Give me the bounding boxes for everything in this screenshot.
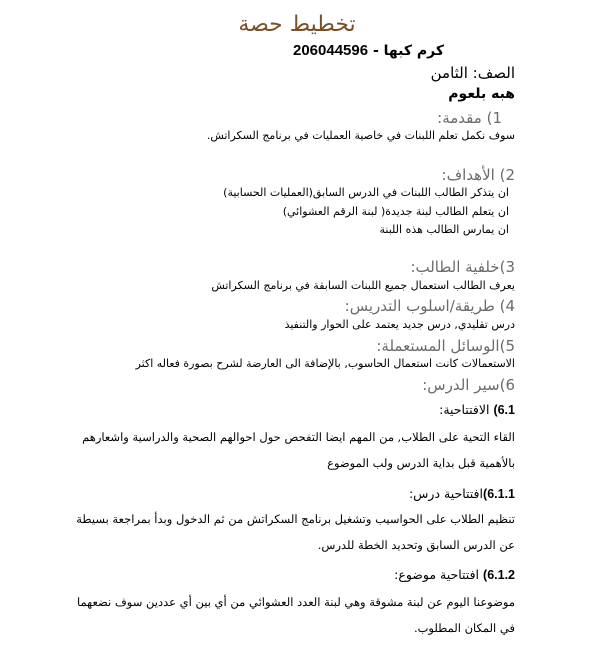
section-number: 2) <box>499 166 515 184</box>
section-method-heading <box>0 297 515 315</box>
opening-line: القاء التحية على الطلاب, من المهم ايضا التفحص حول احوالهم الصحية والدراسية واشعارهم <box>82 430 515 444</box>
subsection-number: 6.1.1) <box>483 487 515 501</box>
subsection-number: 6.1.2) <box>483 568 515 582</box>
section-goals-heading <box>0 166 515 184</box>
section-number: 1) <box>486 109 502 127</box>
page-title: تخطيط حصة <box>238 12 356 37</box>
grade-label: الصف: الثامن <box>430 64 515 82</box>
section-number: 5) <box>499 337 515 355</box>
goal-item: ان يتعلم الطالب لبنة جديدة( لبنة الرقم العشوائي) <box>282 205 509 218</box>
section-title: الأهداف: <box>441 166 495 184</box>
section-tools-text: الاستعمالات كانت استعمال الحاسوب, بالإضافة الى العارضة لشرح بصورة فعاله اكثر <box>135 357 515 370</box>
opening-line: بالأهمية قبل بداية الدرس ولب الموضوع <box>327 456 515 470</box>
section-number: 4) <box>499 297 515 315</box>
section-title: سير الدرس: <box>422 376 500 394</box>
subsection-title: افتتاحية درس: <box>408 486 484 501</box>
section-number: 3) <box>499 258 515 276</box>
section-intro-text: سوف نكمل تعلم اللبنات في خاصية العمليات في برنامج السكراتش. <box>206 129 515 142</box>
section-flow-heading <box>0 376 515 394</box>
subsection-number: 6.1) <box>493 403 515 417</box>
lesson-opening-line: تنظيم الطلاب على الحواسيب وتشغيل برنامج السكراتش من ثم الدخول وبدأ بمراجعة بسيطة <box>76 512 515 526</box>
topic-opening-line: في المكان المطلوب. <box>413 621 515 635</box>
section-title: طريقة/اسلوب التدريس: <box>344 297 495 315</box>
subsection-opening-heading <box>0 402 515 417</box>
section-title: خلفية الطالب: <box>410 258 500 276</box>
goal-item: ان يمارس الطالب هذه اللبنة <box>379 223 509 236</box>
section-tools-heading <box>0 337 515 355</box>
section-title: الوسائل المستعملة: <box>376 337 500 355</box>
author-line: كرم كبها - 206044596 <box>293 42 444 59</box>
subsection-title: افتتاحية موضوع: <box>394 567 480 582</box>
subsection-lesson-opening-heading <box>0 486 515 501</box>
section-background-text: يعرف الطالب استعمال جميع اللبنات السابقة في برنامج السكراتش <box>211 279 515 292</box>
lesson-opening-line: عن الدرس السابق وتحديد الخطة للدرس. <box>317 538 515 552</box>
section-intro-heading <box>0 109 502 127</box>
goal-item: ان يتذكر الطالب اللبنات في الدرس السابق(العمليات الحسابية) <box>223 186 509 199</box>
section-method-text: درس تقليدي, درس جديد يعتمد على الحوار والتنفيذ <box>284 318 515 331</box>
author-name: كرم كبها <box>383 43 444 59</box>
section-number: 6) <box>499 376 515 394</box>
section-background-heading <box>0 258 515 276</box>
subsection-title: الافتتاحية: <box>439 402 490 417</box>
teacher-name: هبه بلعوم <box>448 86 515 102</box>
section-title: مقدمة: <box>437 109 482 127</box>
subsection-topic-opening-heading <box>0 567 515 582</box>
author-id: 206044596 <box>293 42 369 59</box>
topic-opening-line: موضوعنا اليوم عن لبنة مشوقة وهي لبنة العدد العشوائي من أي بين أي عددين سوف نضعهما <box>77 595 515 609</box>
